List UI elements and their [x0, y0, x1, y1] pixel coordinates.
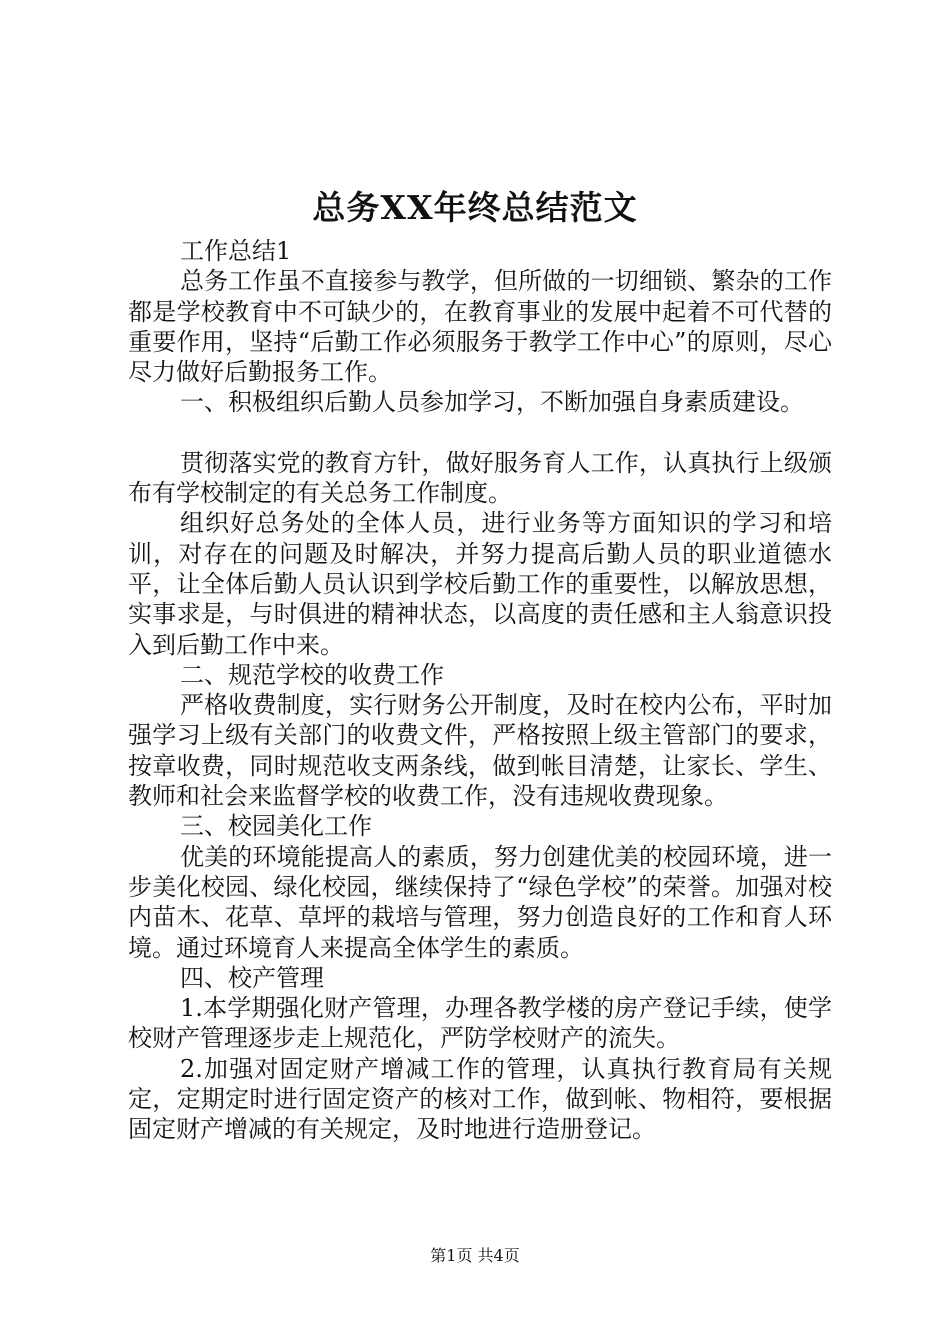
paragraph: 组织好总务处的全体人员，进行业务等方面知识的学习和培训，对存在的问题及时解决，并努力提高后勤人员的职业道德水平，让全体后勤人员认识到学校后勤工作的重要性，以解放思想，实事求是，与时俱进的精神状态，以高度的责任感和主人翁意识投入到后勤工作中来。: [128, 509, 832, 659]
document-title: 总务XX年终总结范文: [312, 188, 638, 227]
document-body: [128, 236, 832, 1145]
paragraph: 优美的环境能提高人的素质，努力创建优美的校园环境，进一步美化校园、绿化校园，继续保持了“绿色学校”的荣誉。加强对校内苗木、花草、草坪的栽培与管理，努力创造良好的工作和育人环境。通过环境育人来提高全体学生的素质。: [128, 842, 832, 962]
paragraph: 严格收费制度，实行财务公开制度，及时在校内公布，平时加强学习上级有关部门的收费文件，严格按照上级主管部门的要求，按章收费，同时规范收支两条线，做到帐目清楚，让家长、学生、教师和社会来监督学校的收费工作，没有违规收费现象。: [128, 691, 832, 811]
section-heading-3: 三、校园美化工作: [180, 812, 372, 841]
paragraph-heading-summary: 工作总结1: [180, 237, 292, 265]
paragraph: 1.本学期强化财产管理，办理各教学楼的房产登记手续，使学校财产管理逐步走上规范化，严防学校财产的流失。: [128, 994, 832, 1053]
paragraph-intro: 总务工作虽不直接参与教学，但所做的一切细锁、繁杂的工作都是学校教育中不可缺少的，在教育事业的发展中起着不可代替的重要作用，坚持“后勤工作必须服务于教学工作中心”的原则，尽心尽力做好后勤报务工作。: [128, 267, 832, 387]
section-heading-1: 一、积极组织后勤人员参加学习，不断加强自身素质建设。: [180, 388, 804, 417]
section-heading-4: 四、校产管理: [180, 963, 324, 992]
page-number-footer: 第1页 共4页: [430, 1246, 520, 1265]
paragraph: 2.加强对固定财产增减工作的管理，认真执行教育局有关规定，定期定时进行固定资产的核对工作，做到帐、物相符，要根据固定财产增减的有关规定，及时地进行造册登记。: [128, 1054, 832, 1144]
section-heading-2: 二、规范学校的收费工作: [180, 660, 444, 689]
paragraph: 贯彻落实党的教育方针，做好服务育人工作，认真执行上级颁布有学校制定的有关总务工作制度。: [128, 448, 832, 508]
